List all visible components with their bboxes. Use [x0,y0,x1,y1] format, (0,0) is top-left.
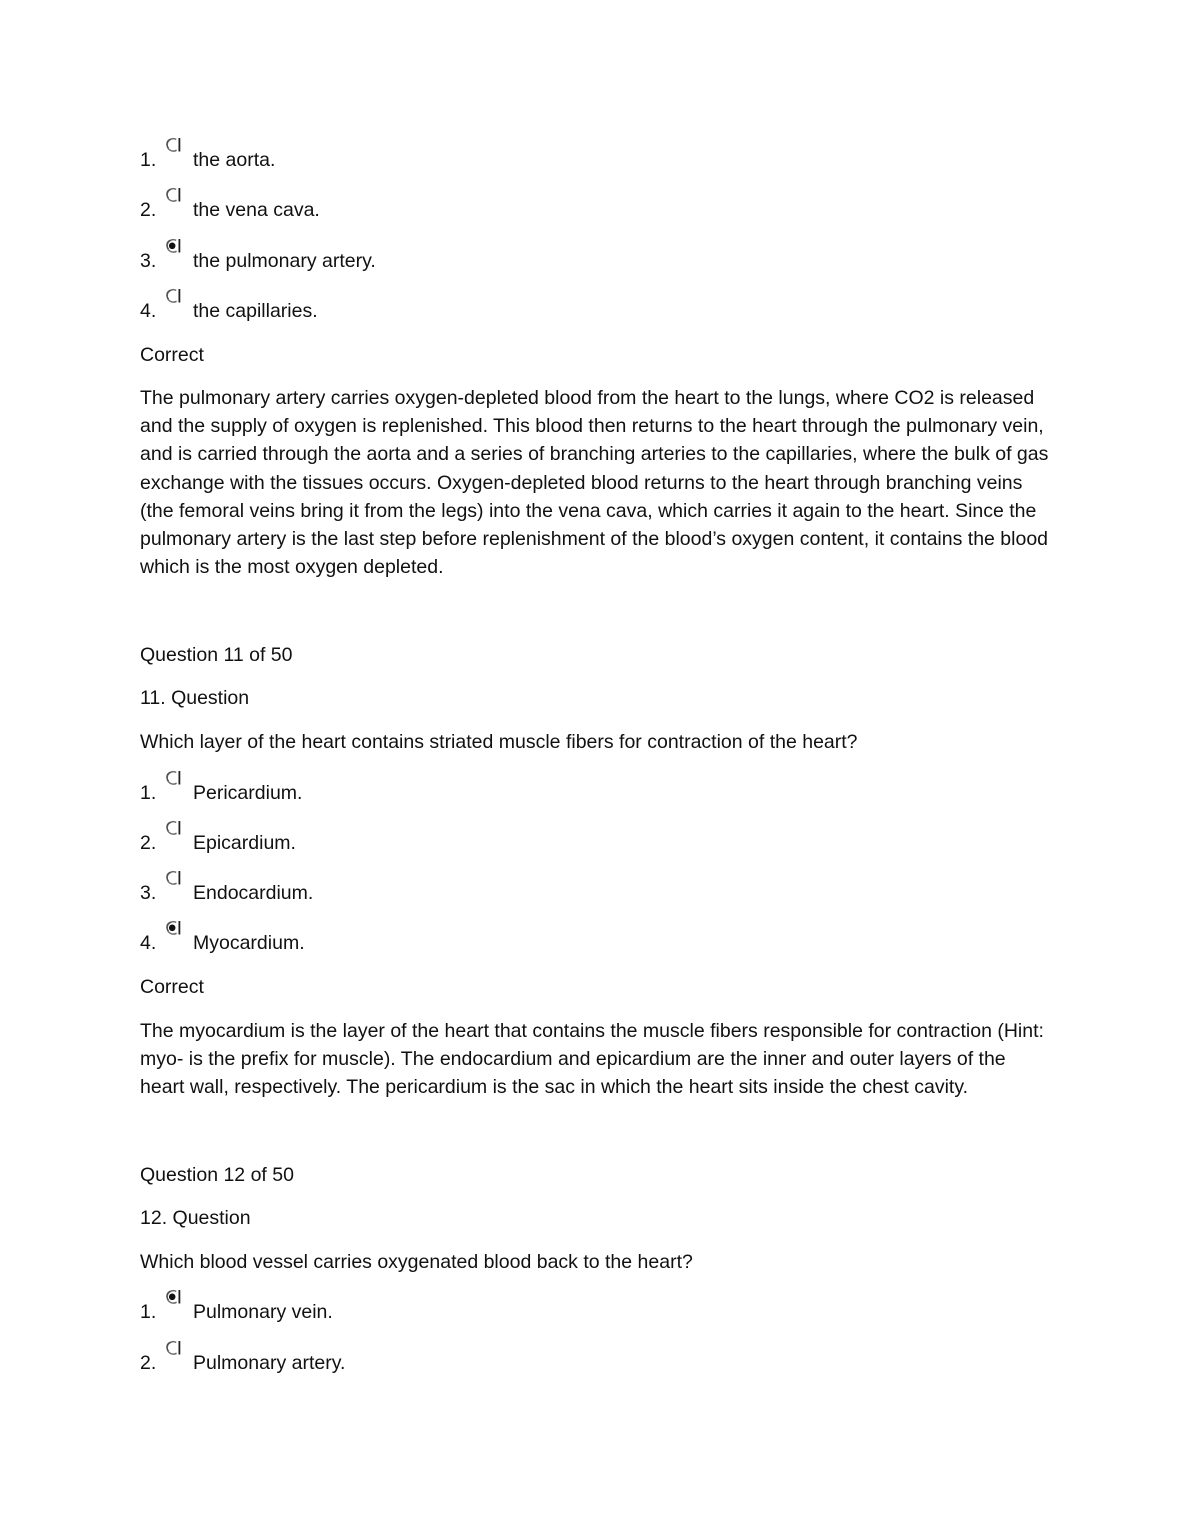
option-number: 2. [140,832,157,854]
radio-selected-icon[interactable] [163,918,183,938]
option-label: the aorta. [193,149,276,171]
option-label: the pulmonary artery. [193,250,376,272]
option-label: Pericardium. [193,782,303,804]
q12-counter: Question 12 of 50 [140,1164,294,1186]
option-label: Pulmonary vein. [193,1301,333,1323]
q12-prompt: Which blood vessel carries oxygenated blood back to the heart? [140,1251,693,1273]
radio-unselected-icon[interactable] [163,868,183,888]
option-number: 4. [140,300,157,322]
radio-unselected-icon[interactable] [163,286,183,306]
radio-unselected-icon[interactable] [163,768,183,788]
option-number: 1. [140,149,157,171]
radio-unselected-icon[interactable] [163,185,183,205]
q10-explanation: The pulmonary artery carries oxygen-depleted blood from the heart to the lungs, where CO2 is released and the supply of oxygen is replenished. This blood then returns to the heart through the pulmonary vein, and is carried through the aorta and a series of branching arteries to the capillaries, where the bulk of gas exchange with the tissues occurs. Oxygen-depleted blood returns to the heart through branching veins (the femoral veins bring it from the legs) into the vena cava, which carries it again to the heart. Since the pulmonary artery is the last step before replenishment of the blood’s oxygen content, it contains the blood which is the most oxygen depleted. [140,387,1049,579]
option-number: 4. [140,932,157,954]
option-number: 1. [140,782,157,804]
option-label: the capillaries. [193,300,318,322]
option-label: Myocardium. [193,932,305,954]
option-label: Epicardium. [193,832,296,854]
q11-explanation: The myocardium is the layer of the heart that contains the muscle fibers responsible for contraction (Hint: myo- is the prefix for muscle). The endocardium and epicardium are the inner and outer layers of the heart wall, respectively. The pericardium is the sac in which the heart sits inside the chest cavity. [140,1020,1044,1099]
option-number: 1. [140,1301,157,1323]
radio-unselected-icon[interactable] [163,135,183,155]
option-label: the vena cava. [193,199,320,221]
q11-prompt: Which layer of the heart contains striated muscle fibers for contraction of the heart? [140,731,858,753]
option-label: Endocardium. [193,882,314,904]
option-number: 2. [140,1352,157,1374]
radio-unselected-icon[interactable] [163,1338,183,1358]
q11-counter: Question 11 of 50 [140,644,293,666]
radio-unselected-icon[interactable] [163,818,183,838]
radio-selected-icon[interactable] [163,236,183,256]
q11-heading: 11. Question [140,687,250,709]
option-label: Pulmonary artery. [193,1352,346,1374]
option-number: 3. [140,250,157,272]
option-number: 2. [140,199,157,221]
q11-result: Correct [140,976,204,998]
q12-heading: 12. Question [140,1207,251,1229]
option-number: 3. [140,882,157,904]
q10-result: Correct [140,344,204,366]
radio-selected-icon[interactable] [163,1287,183,1307]
